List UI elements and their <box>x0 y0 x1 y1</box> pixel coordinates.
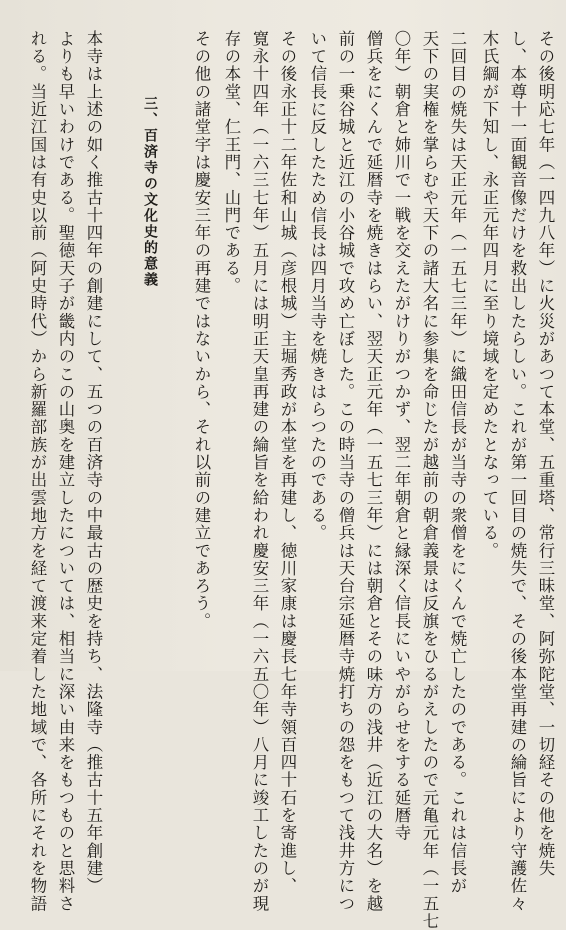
text-column-2: し、本尊十一面観音像だけを救出したらしい。これが第一回目の焼失で、その後本堂再建の綸旨により守護佐々 <box>508 30 527 913</box>
text-column-8: 前の一乗谷城と近江の小谷城で攻め亡ぼした。この時当寺の僧兵は天台宗延暦寺焼打ちの怨をもつて浅井方につ <box>336 30 355 913</box>
text-column-4: 二回目の焼失は天正元年（一五七三年）に織田信長が当寺の衆僧をにくんで焼亡したのである。これは信長が <box>448 30 467 895</box>
text-column-10: その後永正十二年佐和山城（彦根城）主堀秀政が本堂を再建し、徳川家康は慶長七年寺領百四十石を寄進し、 <box>278 30 297 895</box>
section-heading: 三、百済寺の文化史的意義 <box>142 96 158 288</box>
text-column-14: 本寺は上述の如く推古十四年の創建にして、五つの百済寺の中最古の歴史を持ち、法隆寺（推古十五年創建） <box>84 30 103 895</box>
text-column-15: よりも早いわけである。聖徳天子が畿内のこの山奥を建立したについては、相当に深い由来をもつものと思料さ <box>56 30 75 913</box>
text-column-12: 存の本堂、仁王門、山門である。 <box>222 30 241 295</box>
text-column-11: 寛永十四年（一六三七年）五月には明正天皇再建の綸旨を給われ慶安三年（一六五〇年）八月に竣工したのが現 <box>250 30 269 913</box>
text-column-7: 僧兵をにくんで延暦寺を焼きはらい、翌天正元年（一五七三年）には朝倉とその味方の浅井（近江の大名）を越 <box>364 30 383 913</box>
text-column-3: 木氏綱が下知し、永正元年四月に至り境域を定めたとなっている。 <box>480 30 499 560</box>
text-column-6: 〇年）朝倉と姉川で一戦を交えたがけりがつかず、翌二年朝倉と縁深く信長にいやがらせをする延暦寺 <box>392 30 411 842</box>
text-column-5: 天下の実権を掌らむや天下の諸大名に参集を命じたが越前の朝倉義景は反旗をひるがえしたので元亀元年（一五七 <box>420 30 439 930</box>
text-column-16: れる。当近江国は有史以前（阿史時代）から新羅部族が出雲地方を経て渡来定着した地域で、各所にそれを物語 <box>28 30 47 913</box>
text-column-1: その後明応七年（一四九八年）に火災があつて本堂、五重塔、常行三昧堂、阿弥陀堂、一切経その他を焼失 <box>536 30 555 878</box>
text-column-9: いて信長に反したため信長は四月当寺を焼きはらつたのである。 <box>308 30 327 542</box>
text-column-13: その他の諸堂宇は慶安三年の再建ではないから、それ以前の建立であろう。 <box>192 30 211 631</box>
